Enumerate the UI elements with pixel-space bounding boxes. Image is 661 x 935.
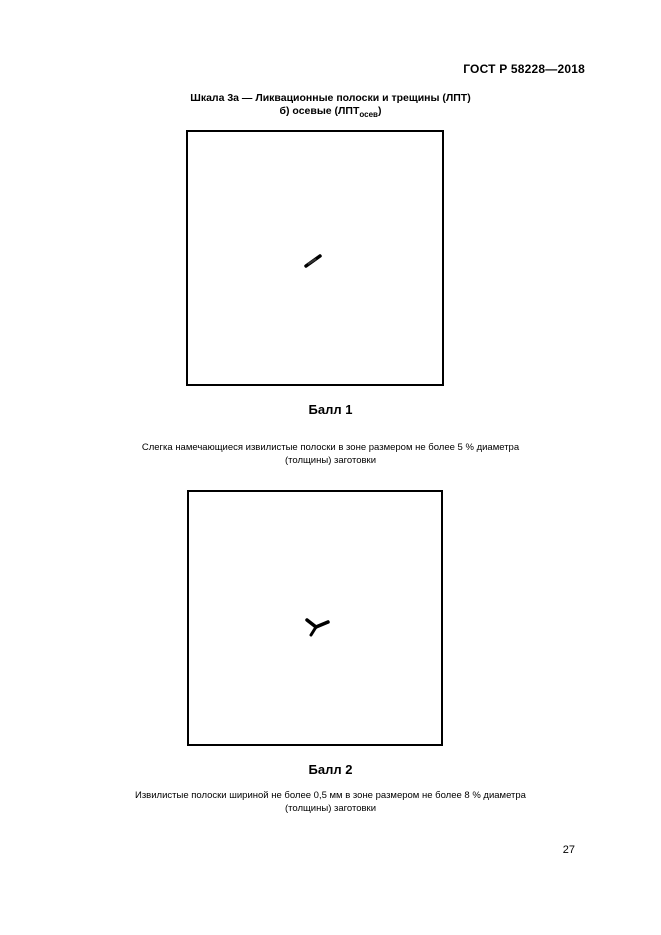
standard-header: ГОСТ Р 58228—2018 (463, 62, 585, 76)
ball-1-label: Балл 1 (308, 402, 353, 417)
segregation-mark-1 (304, 254, 324, 270)
scale-title-suffix: ) (377, 105, 382, 117)
scale-title (0, 92, 661, 118)
segregation-mark-2 (305, 616, 331, 638)
ball-1-caption-line2: (толщины) заготовки (284, 455, 377, 466)
sample-image-ball-1 (186, 130, 444, 386)
ball-2-caption-line1: Извилистые полоски шириной не более 0,5 мм в зоне размером не более 8 % диаметра (135, 790, 526, 801)
ball-1-caption (0, 441, 661, 467)
ball-2-caption (0, 789, 661, 815)
ball-1-caption-line1: Слегка намечающиеся извилистые полоски в зоне размером не более 5 % диаметра (141, 442, 520, 453)
ball-2-label: Балл 2 (308, 762, 353, 777)
scale-title-line2 (0, 105, 661, 118)
page-number: 27 (562, 844, 575, 856)
scale-title-subscript: осев (359, 110, 378, 119)
scale-title-prefix: б) осевые (ЛПТ (279, 105, 360, 117)
scale-title-line1: Шкала 3а — Ликвационные полоски и трещины (ЛПТ) (190, 92, 471, 104)
sample-image-ball-2 (187, 490, 443, 746)
ball-2-caption-line2: (толщины) заготовки (284, 803, 377, 814)
